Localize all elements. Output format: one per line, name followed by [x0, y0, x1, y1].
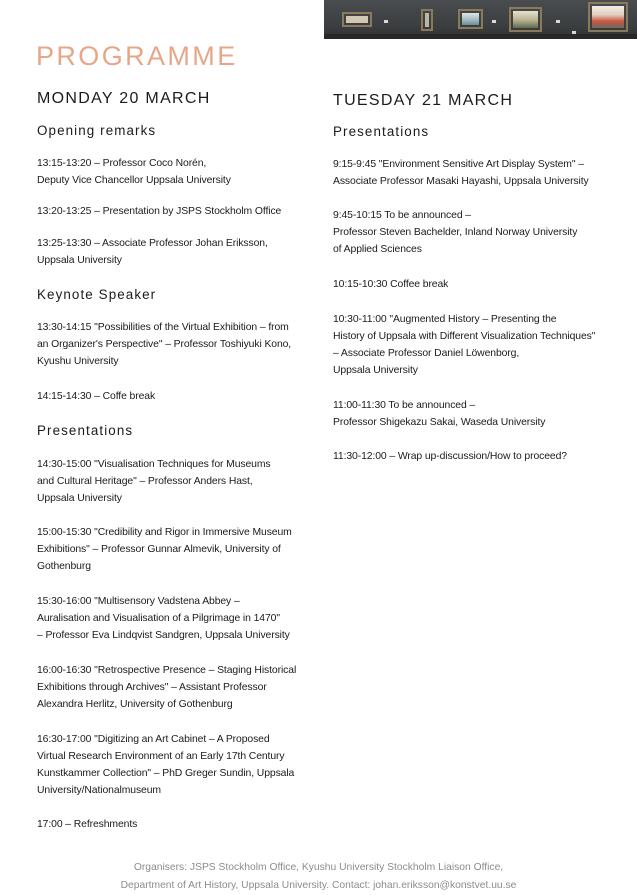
artwork-frame: [509, 7, 542, 32]
schedule-item: 10:15-10:30 Coffee break: [333, 279, 449, 290]
section-title: Presentations: [333, 124, 430, 139]
footer-organisers: [0, 859, 637, 895]
footer-line: Department of Art History, Uppsala University. Contact: johan.eriksson@konstvet.uu.se: [120, 880, 517, 891]
artwork-frame: [588, 2, 628, 32]
gallery-photo: [324, 0, 637, 39]
schedule-item: 13:15-13:20 – Professor Coco Norén, Deputy Vice Chancellor Uppsala University: [37, 158, 231, 186]
wall-label: [492, 20, 496, 23]
section-title: Keynote Speaker: [37, 287, 157, 302]
tuesday-heading: TUESDAY 21 MARCH: [333, 92, 514, 109]
artwork-frame: [421, 9, 433, 31]
gallery-floor: [324, 34, 637, 39]
schedule-item: 11:30-12:00 – Wrap up-discussion/How to proceed?: [333, 451, 567, 462]
schedule-item: 10:30-11:00 "Augmented History – Presenting the History of Uppsala with Different Visualization Techniques" – Associate Professor Daniel Löwenborg, Uppsala University: [333, 314, 596, 376]
schedule-item: 14:15-14:30 – Coffe break: [37, 391, 156, 402]
schedule-item: 11:00-11:30 To be announced – Professor Shigekazu Sakai, Waseda University: [333, 400, 546, 428]
schedule-item: 9:45-10:15 To be announced – Professor Steven Bachelder, Inland Norway University of Applied Sciences: [333, 210, 578, 255]
schedule-item: 15:30-16:00 "Multisensory Vadstena Abbey – Auralisation and Visualisation of a Pilgrimage in 1470" – Professor Eva Lindqvist Sandgren, Uppsala University: [37, 596, 290, 641]
schedule-item: 14:30-15:00 "Visualisation Techniques for Museums and Cultural Heritage" – Professor Anders Hast, Uppsala University: [37, 459, 271, 504]
schedule-item: 13:20-13:25 – Presentation by JSPS Stockholm Office: [37, 206, 282, 217]
schedule-item: 13:25-13:30 – Associate Professor Johan Eriksson, Uppsala University: [37, 238, 268, 266]
wall-label: [556, 20, 560, 23]
footer-line: Organisers: JSPS Stockholm Office, Kyushu University Stockholm Liaison Office,: [133, 862, 504, 873]
artwork-frame: [458, 9, 483, 29]
schedule-item: 13:30-14:15 "Possibilities of the Virtual Exhibition – from an Organizer's Perspective" – Professor Toshiyuki Kono, Kyushu University: [37, 322, 292, 367]
monday-heading: MONDAY 20 MARCH: [37, 90, 211, 107]
schedule-item: 16:30-17:00 "Digitizing an Art Cabinet – A Proposed Virtual Research Environment of an Early 17th Century Kunstkammer Collection" – PhD Greger Sundin, Uppsala University/Nationalmuseum: [37, 734, 295, 796]
schedule-item: 9:15-9:45 "Environment Sensitive Art Display System" – Associate Professor Masaki Hayashi, Uppsala University: [333, 159, 589, 187]
page-title: PROGRAMME: [36, 41, 238, 71]
section-title: Opening remarks: [37, 123, 157, 138]
schedule-item: 15:00-15:30 "Credibility and Rigor in Immersive Museum Exhibitions" – Professor Gunnar Almevik, University of Gothenburg: [37, 527, 292, 572]
wall-label: [384, 20, 388, 23]
artwork-frame: [342, 12, 372, 27]
schedule-item: 16:00-16:30 "Retrospective Presence – Staging Historical Exhibitions through Archives" – Assistant Professor Alexandra Herlitz, University of Gothenburg: [37, 665, 297, 710]
section-title: Presentations: [37, 423, 134, 438]
schedule-item: 17:00 – Refreshments: [37, 819, 138, 830]
